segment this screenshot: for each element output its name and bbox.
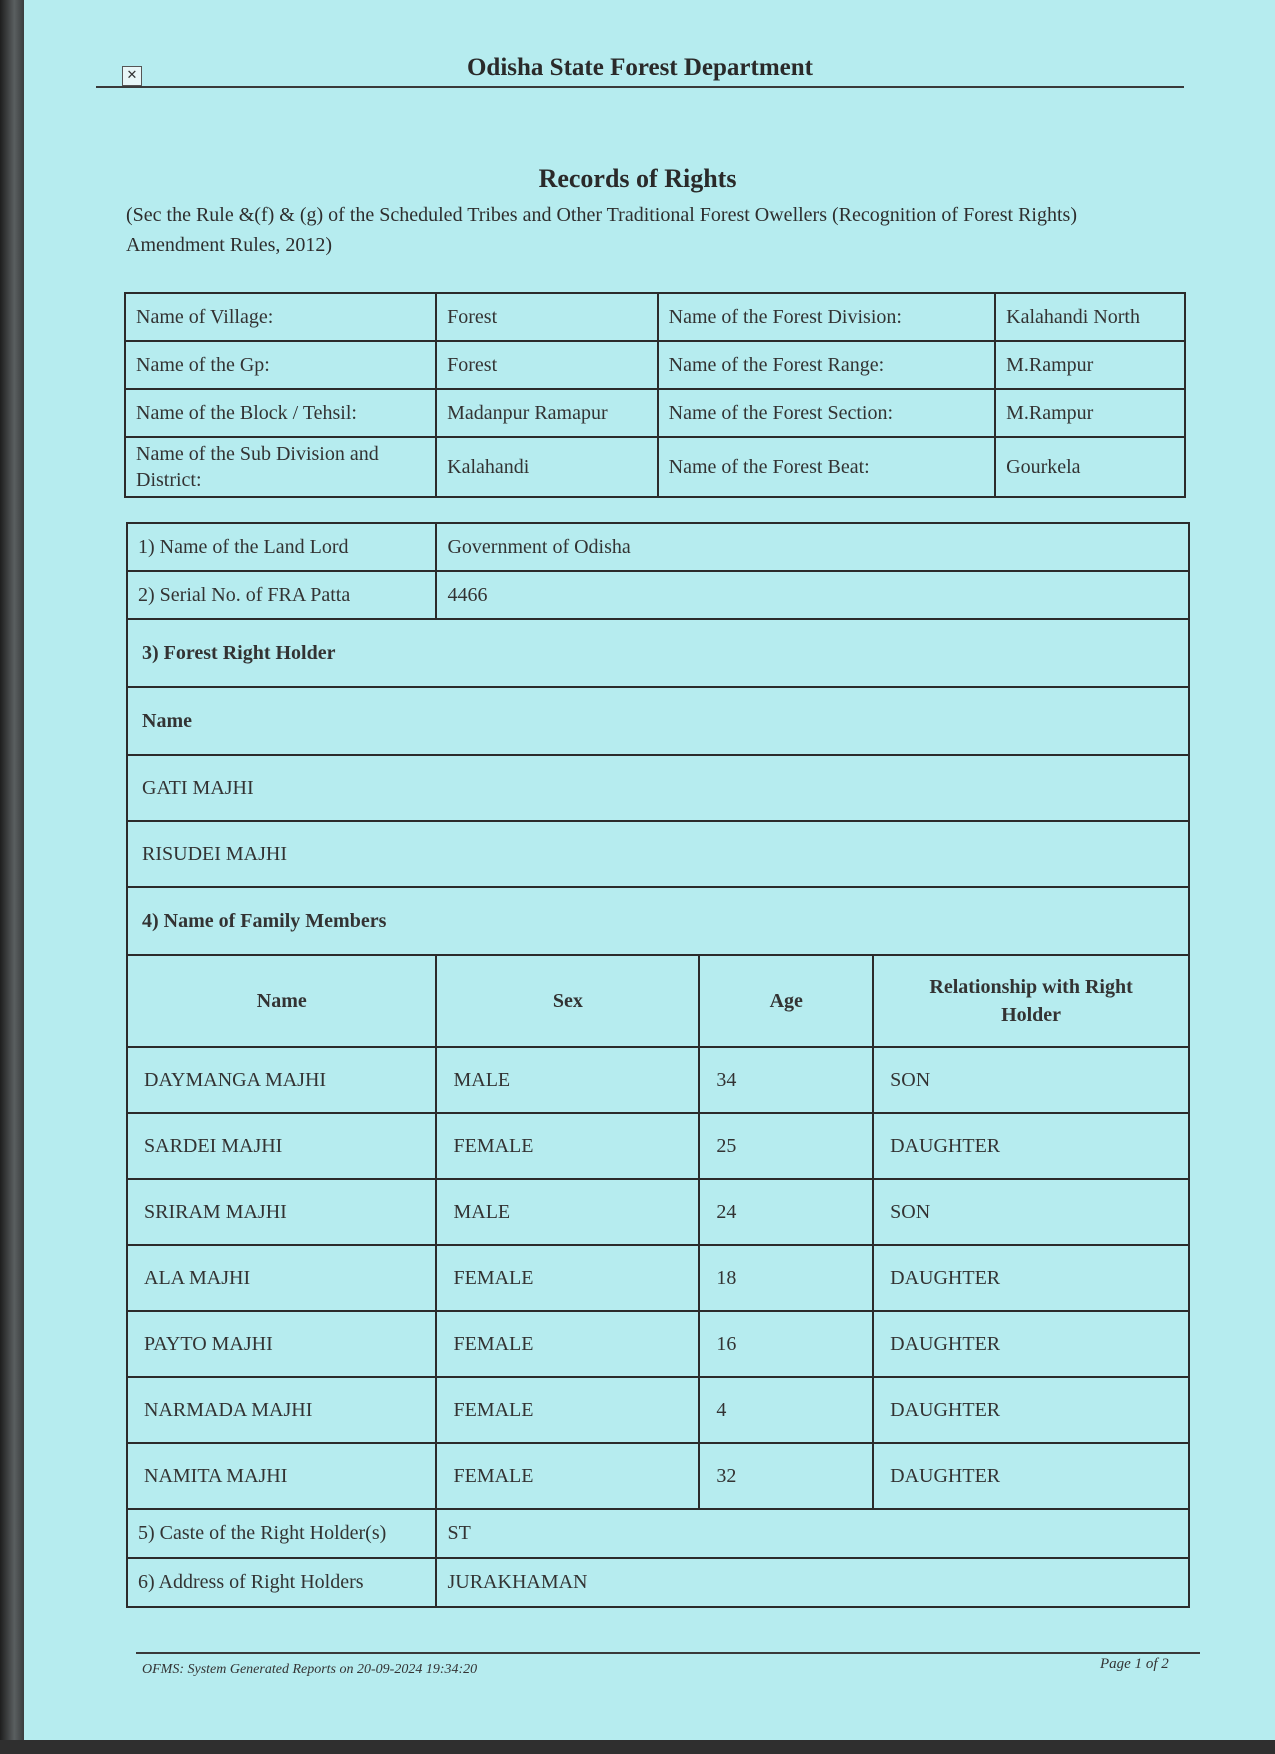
holder-section-row bbox=[127, 619, 1189, 687]
page-number: Page 1 of 2 bbox=[1100, 1656, 1169, 1672]
family-member-sex: FEMALE bbox=[436, 1311, 699, 1377]
family-member-row bbox=[127, 1377, 1189, 1443]
family-member-age: 16 bbox=[699, 1311, 873, 1377]
family-member-relationship: DAUGHTER bbox=[873, 1443, 1189, 1509]
family-section-row bbox=[127, 887, 1189, 955]
family-sex-header: Sex bbox=[436, 955, 699, 1047]
family-member-row bbox=[127, 1443, 1189, 1509]
land-lord-label: 1) Name of the Land Lord bbox=[127, 523, 436, 571]
family-relationship-header: Relationship with Right Holder bbox=[873, 955, 1189, 1047]
info-value-cell: Gourkela bbox=[995, 437, 1185, 497]
family-member-name: SRIRAM MAJHI bbox=[127, 1179, 436, 1245]
address-label: 6) Address of Right Holders bbox=[127, 1558, 436, 1607]
holder-name: RISUDEI MAJHI bbox=[127, 821, 1189, 887]
rights-record-table bbox=[126, 522, 1190, 1608]
family-member-sex: FEMALE bbox=[436, 1443, 699, 1509]
info-label-cell: Name of the Forest Section: bbox=[658, 389, 996, 437]
info-value-cell: Forest bbox=[436, 341, 657, 389]
holder-section-title: 3) Forest Right Holder bbox=[127, 619, 1189, 687]
serial-label: 2) Serial No. of FRA Patta bbox=[127, 571, 436, 619]
info-row bbox=[125, 293, 1185, 341]
family-member-relationship: DAUGHTER bbox=[873, 1311, 1189, 1377]
page-header bbox=[96, 52, 1184, 88]
info-value-cell: M.Rampur bbox=[995, 341, 1185, 389]
family-member-row bbox=[127, 1113, 1189, 1179]
family-member-relationship: SON bbox=[873, 1179, 1189, 1245]
department-title: Odisha State Forest Department bbox=[466, 54, 814, 81]
family-member-sex: FEMALE bbox=[436, 1113, 699, 1179]
info-label-cell: Name of the Block / Tehsil: bbox=[125, 389, 436, 437]
close-icon[interactable]: ✕ bbox=[122, 66, 142, 86]
family-member-age: 24 bbox=[699, 1179, 873, 1245]
address-row bbox=[127, 1558, 1189, 1607]
family-member-age: 25 bbox=[699, 1113, 873, 1179]
info-value-cell: Forest bbox=[436, 293, 657, 341]
family-member-row bbox=[127, 1311, 1189, 1377]
info-row bbox=[125, 437, 1185, 497]
document-title: Records of Rights bbox=[538, 164, 737, 193]
info-row bbox=[125, 341, 1185, 389]
info-row bbox=[125, 389, 1185, 437]
family-member-age: 18 bbox=[699, 1245, 873, 1311]
holder-name-header: Name bbox=[127, 687, 1189, 755]
family-member-relationship: DAUGHTER bbox=[873, 1113, 1189, 1179]
footer-generated-text: OFMS: System Generated Reports on 20-09-2024 19:34:20 bbox=[142, 1662, 478, 1677]
family-member-sex: FEMALE bbox=[436, 1245, 699, 1311]
family-member-row bbox=[127, 1245, 1189, 1311]
info-label-cell: Name of the Forest Division: bbox=[658, 293, 996, 341]
family-member-name: DAYMANGA MAJHI bbox=[127, 1047, 436, 1113]
holder-row bbox=[127, 755, 1189, 821]
family-member-name: ALA MAJHI bbox=[127, 1245, 436, 1311]
info-label-cell: Name of the Sub Division and District: bbox=[125, 437, 436, 497]
family-member-relationship: DAUGHTER bbox=[873, 1245, 1189, 1311]
info-label-cell: Name of the Forest Beat: bbox=[658, 437, 996, 497]
family-member-name: NARMADA MAJHI bbox=[127, 1377, 436, 1443]
family-member-row bbox=[127, 1179, 1189, 1245]
caste-value: ST bbox=[436, 1509, 1189, 1558]
family-member-relationship: DAUGHTER bbox=[873, 1377, 1189, 1443]
holder-name: GATI MAJHI bbox=[127, 755, 1189, 821]
footer-divider bbox=[136, 1652, 1200, 1654]
info-label-cell: Name of the Forest Range: bbox=[658, 341, 996, 389]
caste-row bbox=[127, 1509, 1189, 1558]
family-member-row bbox=[127, 1047, 1189, 1113]
family-member-name: SARDEI MAJHI bbox=[127, 1113, 436, 1179]
info-value-cell: M.Rampur bbox=[995, 389, 1185, 437]
family-member-name: PAYTO MAJHI bbox=[127, 1311, 436, 1377]
serial-value: 4466 bbox=[436, 571, 1189, 619]
family-member-sex: MALE bbox=[436, 1179, 699, 1245]
family-name-header: Name bbox=[127, 955, 436, 1047]
land-lord-value: Government of Odisha bbox=[436, 523, 1189, 571]
info-value-cell: Kalahandi bbox=[436, 437, 657, 497]
info-label-cell: Name of Village: bbox=[125, 293, 436, 341]
location-info-table bbox=[124, 292, 1186, 498]
holder-name-header-row bbox=[127, 687, 1189, 755]
family-member-relationship: SON bbox=[873, 1047, 1189, 1113]
caste-label: 5) Caste of the Right Holder(s) bbox=[127, 1509, 436, 1558]
info-value-cell: Kalahandi North bbox=[995, 293, 1185, 341]
family-member-age: 34 bbox=[699, 1047, 873, 1113]
scan-bottom-edge bbox=[0, 1740, 1275, 1754]
address-value: JURAKHAMAN bbox=[436, 1558, 1189, 1607]
scan-binding-edge bbox=[0, 0, 24, 1754]
family-section-title: 4) Name of Family Members bbox=[127, 887, 1189, 955]
family-member-age: 4 bbox=[699, 1377, 873, 1443]
info-value-cell: Madanpur Ramapur bbox=[436, 389, 657, 437]
info-label-cell: Name of the Gp: bbox=[125, 341, 436, 389]
family-member-age: 32 bbox=[699, 1443, 873, 1509]
land-lord-row bbox=[127, 523, 1189, 571]
family-member-name: NAMITA MAJHI bbox=[127, 1443, 436, 1509]
family-age-header: Age bbox=[699, 955, 873, 1047]
serial-row bbox=[127, 571, 1189, 619]
family-header-row bbox=[127, 955, 1189, 1047]
holder-row bbox=[127, 821, 1189, 887]
family-member-sex: MALE bbox=[436, 1047, 699, 1113]
family-member-sex: FEMALE bbox=[436, 1377, 699, 1443]
document-subtitle: (Sec the Rule &(f) & (g) of the Scheduled Tribes and Other Traditional Forest Owellers (Recognition of Forest Rights) Amendment Rules, 2012) bbox=[126, 204, 1077, 256]
